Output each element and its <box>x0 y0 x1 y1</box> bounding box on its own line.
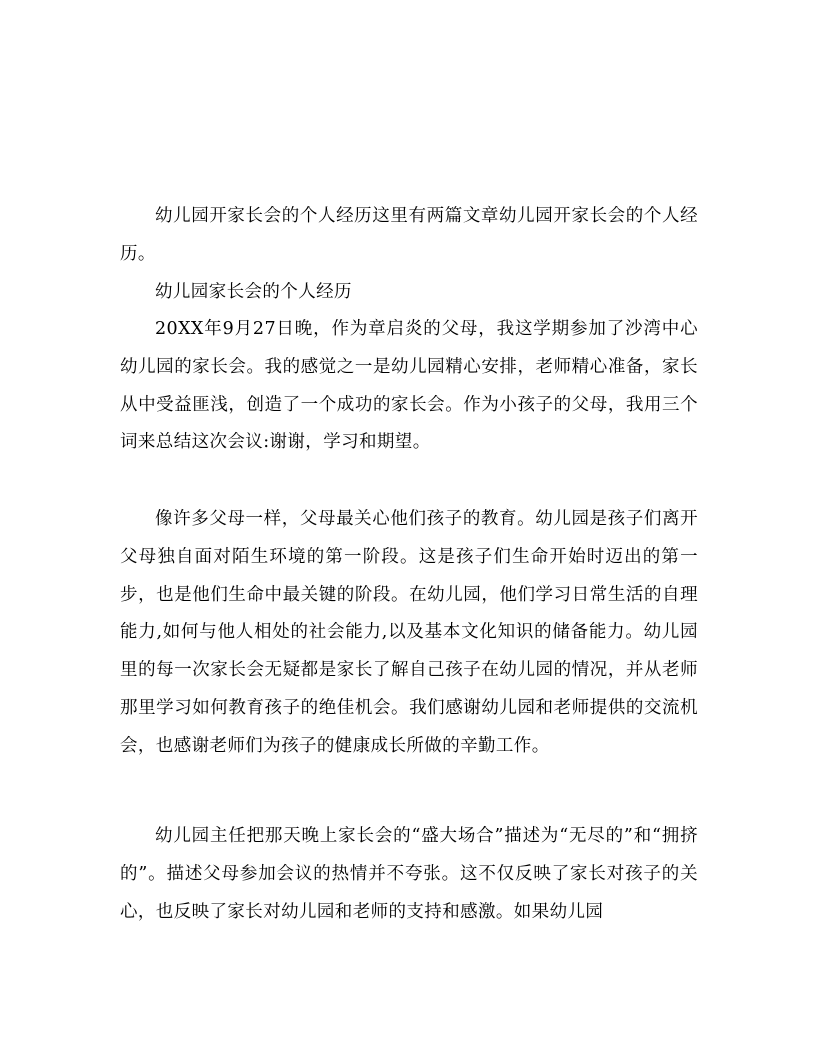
intro-paragraph: 幼儿园开家长会的个人经历这里有两篇文章幼儿园开家长会的个人经历。 <box>120 206 698 264</box>
body-paragraph-3: 幼儿园主任把那天晚上家长会的“盛大场合”描述为“无尽的”和“拥挤的”。描述父母参加会议的热情并不夸张。这不仅反映了家长对孩子的关心，也反映了家长对幼儿园和老师的支持和感激。如果幼儿园 <box>120 826 698 922</box>
body-paragraph-1: 20XX年9月27日晚，作为章启炎的父母，我这学期参加了沙湾中心幼儿园的家长会。我的感觉之一是幼儿园精心安排，老师精心准备，家长从中受益匪浅，创造了一个成功的家长会。作为小孩子的父母，我用三个词来总结这次会议:谢谢，学习和期望。 <box>120 319 698 453</box>
body-paragraph-2: 像许多父母一样，父母最关心他们孩子的教育。幼儿园是孩子们离开父母独自面对陌生环境的第一阶段。这是孩子们生命开始时迈出的第一步，也是他们生命中最关键的阶段。在幼儿园，他们学习日常生活的自理能力,如何与他人相处的社会能力,以及基本文化知识的储备能力。幼儿园里的每一次家长会无疑都是家长了解自己孩子在幼儿园的情况，并从老师那里学习如何教育孩子的绝佳机会。我们感谢幼儿园和老师提供的交流机会，也感谢老师们为孩子的健康成长所做的辛勤工作。 <box>120 509 698 756</box>
section-heading: 幼儿园家长会的个人经历 <box>155 282 352 302</box>
